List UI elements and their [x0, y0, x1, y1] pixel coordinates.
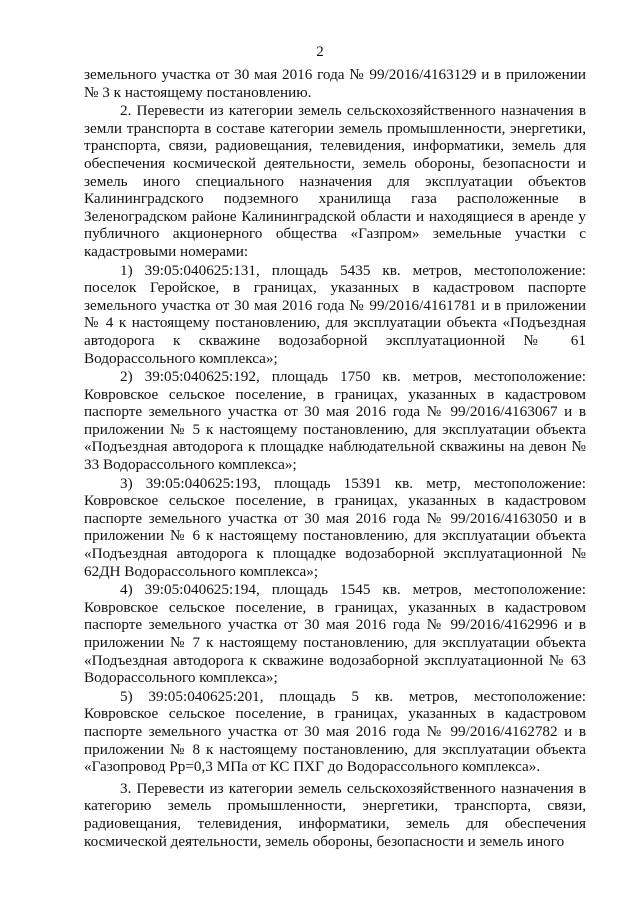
paragraph-subitem-3: 3) 39:05:040625:193, площадь 15391 кв. метр, местоположение: Ковровское сельское поселение, в границах, указанных в кадастровом паспорте земельного участка от 30 мая 2016 года № 99/2016/4163050 и в приложении № 6 к настоящему постановлению, для эксплуатации объекта «Подъездная автодорога к площадке водозаборной эксплуатационной № 62ДН Водорассольного комплекса»;	[84, 474, 586, 580]
paragraph-continuation: земельного участка от 30 мая 2016 года № 99/2016/4163129 и в приложении № 3 к настоящему постановлению.	[84, 66, 586, 101]
document-body	[84, 66, 586, 850]
paragraph-item-2: 2. Перевести из категории земель сельскохозяйственного назначения в земли транспорта в составе категории земель промышленности, энергетики, транспорта, связи, радиовещания, телевидения, информатики, земель для обеспечения космической деятельности, земель обороны, безопасности и земель иного специального назначения для эксплуатации объектов Калининградского подземного хранилища газа расположенные в Зеленоградском районе Калининградской области и находящиеся в аренде у публичного акционерного общества «Газпром» земельные участки с кадастровыми номерами:	[84, 102, 586, 260]
paragraph-item-3: 3. Перевести из категории земель сельскохозяйственного назначения в категорию земель промышленности, энергетики, транспорта, связи, радиовещания, телевидения, информатики, земель для обеспечения космической деятельности, земель обороны, безопасности и земель иного	[84, 779, 586, 850]
paragraph-subitem-4: 4) 39:05:040625:194, площадь 1545 кв. метров, местоположение: Ковровское сельское поселение, в границах, указанных в кадастровом паспорте земельного участка от 30 мая 2016 года № 99/2016/4162996 и в приложении № 7 к настоящему постановлению, для эксплуатации объекта «Подъездная автодорога к скважине водозаборной эксплуатационной № 63 Водорассольного комплекса»;	[84, 581, 586, 687]
paragraph-subitem-5: 5) 39:05:040625:201, площадь 5 кв. метров, местоположение: Ковровское сельское поселение, в границах, указанных в кадастровом паспорте земельного участка от 30 мая 2016 года № 99/2016/4162782 и в приложении № 8 к настоящему постановлению, для эксплуатации объекта «Газопровод Рр=0,3 МПа от КС ПХГ до Водорассольного комплекса».	[84, 687, 586, 776]
paragraph-subitem-2: 2) 39:05:040625:192, площадь 1750 кв. метров, местоположение: Ковровское сельское поселение, в границах, указанных в кадастровом паспорте земельного участка от 30 мая 2016 года № 99/2016/4163067 и в приложении № 5 к настоящему постановлению, для эксплуатации объекта «Подъездная автодорога к площадке наблюдательной скважины на девон № 33 Водорассольного комплекса»;	[84, 368, 586, 474]
page-number: 2	[316, 44, 324, 60]
paragraph-subitem-1: 1) 39:05:040625:131, площадь 5435 кв. метров, местоположение: поселок Геройское, в границах, указанных в кадастровом паспорте земельного участка от 30 мая 2016 года № 99/2016/4161781 и в приложении № 4 к настоящему постановлению, для эксплуатации объекта «Подъездная автодорога к скважине водозаборной эксплуатационной № 61 Водорассольного комплекса»;	[84, 261, 586, 367]
